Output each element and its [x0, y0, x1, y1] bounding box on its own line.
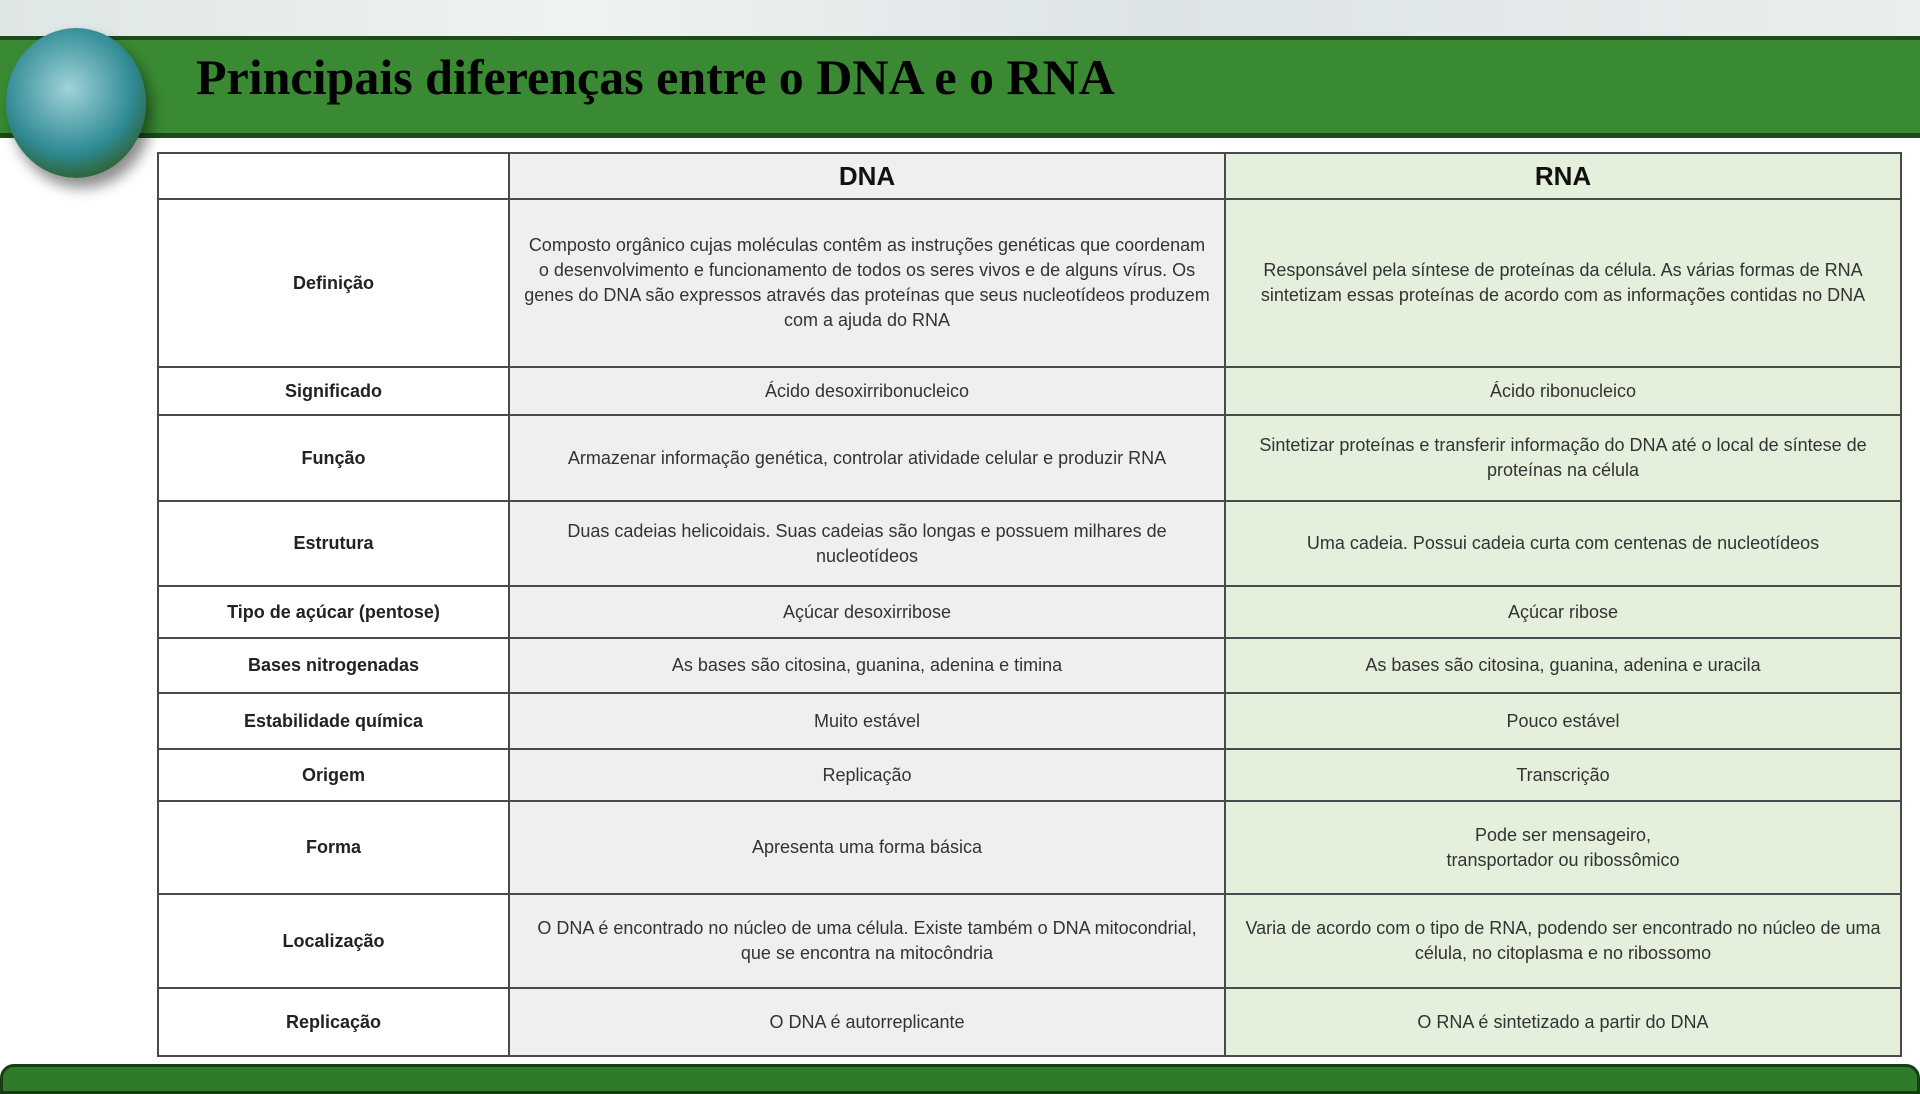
- dna-cell: As bases são citosina, guanina, adenina e timina: [509, 638, 1225, 693]
- dna-cell: Replicação: [509, 749, 1225, 801]
- row-label: Significado: [158, 367, 509, 415]
- row-label: Definição: [158, 199, 509, 367]
- rna-cell: O RNA é sintetizado a partir do DNA: [1225, 988, 1901, 1056]
- table-row: [158, 693, 1901, 749]
- table-row: [158, 988, 1901, 1056]
- dna-cell: Açúcar desoxirribose: [509, 586, 1225, 638]
- table-row: [158, 501, 1901, 586]
- row-label: Forma: [158, 801, 509, 894]
- row-label: Tipo de açúcar (pentose): [158, 586, 509, 638]
- rna-cell: Açúcar ribose: [1225, 586, 1901, 638]
- dna-cell: Muito estável: [509, 693, 1225, 749]
- header-blank: [158, 153, 509, 199]
- table-row: [158, 749, 1901, 801]
- globe-logo-icon: [6, 28, 146, 178]
- row-label: Replicação: [158, 988, 509, 1056]
- rna-cell: Ácido ribonucleico: [1225, 367, 1901, 415]
- comparison-table: [157, 152, 1902, 1057]
- table-row: [158, 367, 1901, 415]
- rna-cell: Uma cadeia. Possui cadeia curta com centenas de nucleotídeos: [1225, 501, 1901, 586]
- dna-cell: O DNA é autorreplicante: [509, 988, 1225, 1056]
- page-title: Principais diferenças entre o DNA e o RNA: [196, 49, 1115, 105]
- footer-bar: [0, 1064, 1920, 1094]
- dna-cell: Duas cadeias helicoidais. Suas cadeias são longas e possuem milhares de nucleotídeos: [509, 501, 1225, 586]
- table-row: [158, 199, 1901, 367]
- table-row: [158, 801, 1901, 894]
- rna-cell: Pode ser mensageiro, transportador ou ribossômico: [1225, 801, 1901, 894]
- header-dna: DNA: [509, 153, 1225, 199]
- rna-cell: Responsável pela síntese de proteínas da célula. As várias formas de RNA sintetizam essas proteínas de acordo com as informações contidas no DNA: [1225, 199, 1901, 367]
- rna-cell: As bases são citosina, guanina, adenina e uracila: [1225, 638, 1901, 693]
- rna-cell: Pouco estável: [1225, 693, 1901, 749]
- table-row: [158, 415, 1901, 501]
- table-row: [158, 638, 1901, 693]
- rna-cell: Sintetizar proteínas e transferir informação do DNA até o local de síntese de proteínas na célula: [1225, 415, 1901, 501]
- row-label: Estrutura: [158, 501, 509, 586]
- top-background-band: [0, 0, 1920, 36]
- row-label: Bases nitrogenadas: [158, 638, 509, 693]
- dna-cell: Composto orgânico cujas moléculas contêm as instruções genéticas que coordenam o desenvolvimento e funcionamento de todos os seres vivos e de alguns vírus. Os genes do DNA são expressos através das proteínas que seus nucleotídeos produzem com a ajuda do RNA: [509, 199, 1225, 367]
- table-row: [158, 894, 1901, 988]
- table-row: [158, 586, 1901, 638]
- row-label: Função: [158, 415, 509, 501]
- row-label: Origem: [158, 749, 509, 801]
- row-label: Estabilidade química: [158, 693, 509, 749]
- dna-cell: O DNA é encontrado no núcleo de uma célula. Existe também o DNA mitocondrial, que se encontra na mitocôndria: [509, 894, 1225, 988]
- dna-cell: Ácido desoxirribonucleico: [509, 367, 1225, 415]
- header-rna: RNA: [1225, 153, 1901, 199]
- dna-cell: Apresenta uma forma básica: [509, 801, 1225, 894]
- row-label: Localização: [158, 894, 509, 988]
- table-header-row: [158, 153, 1901, 199]
- dna-cell: Armazenar informação genética, controlar atividade celular e produzir RNA: [509, 415, 1225, 501]
- rna-cell: Transcrição: [1225, 749, 1901, 801]
- rna-cell: Varia de acordo com o tipo de RNA, podendo ser encontrado no núcleo de uma célula, no citoplasma e no ribossomo: [1225, 894, 1901, 988]
